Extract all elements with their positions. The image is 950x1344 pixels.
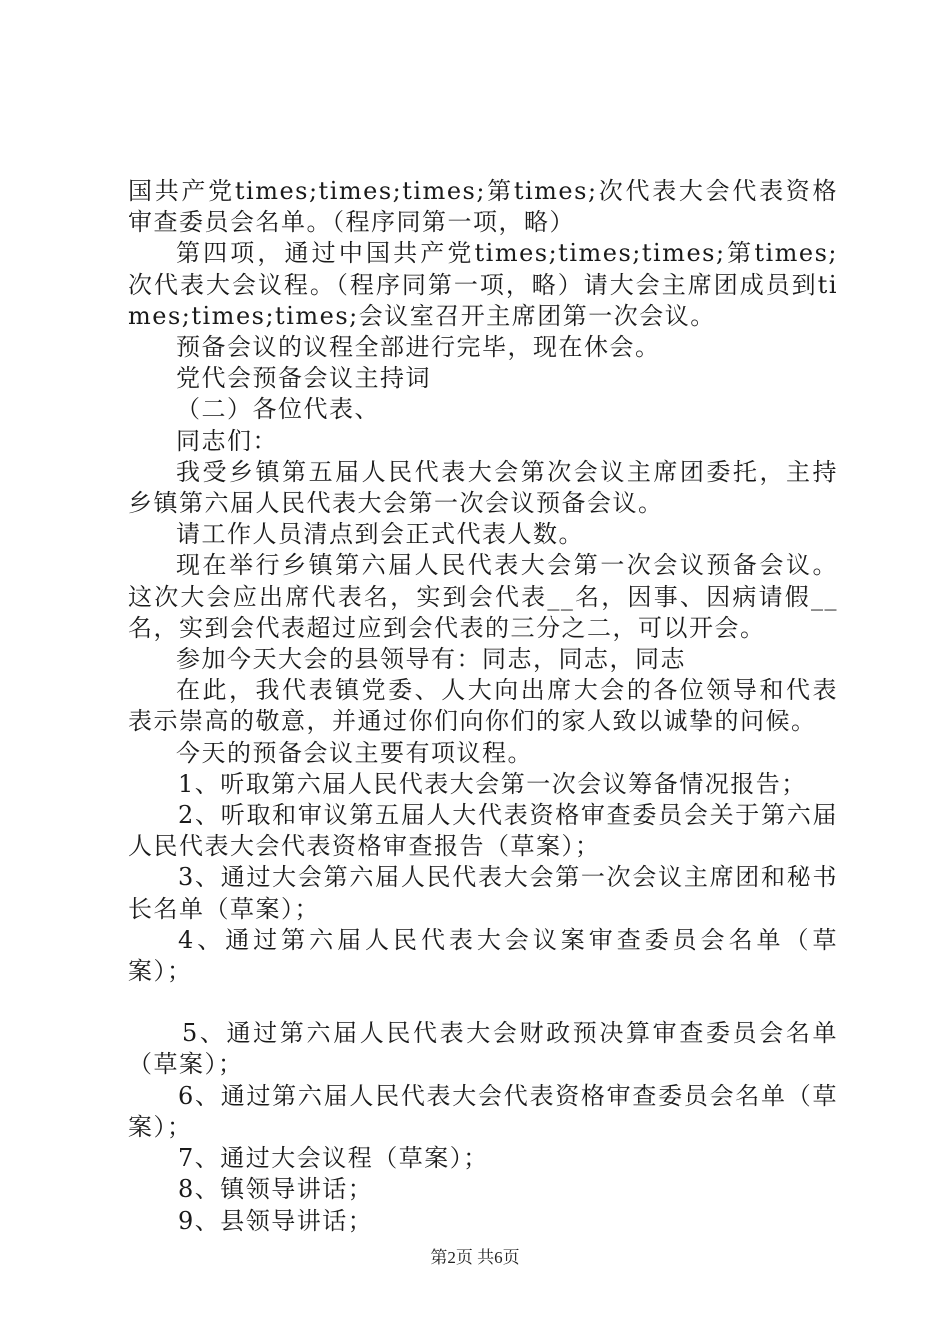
list-item-1: 1、听取第六届人民代表大会第一次会议筹备情况报告；: [178, 769, 807, 798]
page-footer: [0, 1243, 950, 1268]
paragraph-12: 今天的预备会议主要有项议程。: [176, 738, 533, 767]
paragraph-10: 参加今天大会的县领导有：同志，同志，同志: [176, 645, 686, 674]
list-item-7: 7、通过大会议程（草案）；: [178, 1144, 489, 1173]
list-item-6: 6、通过第六届人民代表大会代表资格审查委员会名单（草案）；: [128, 1081, 838, 1141]
paragraph-3: 预备会议的议程全部进行完毕，现在休会。: [176, 333, 661, 362]
paragraph-9: 现在举行乡镇第六届人民代表大会第一次会议预备会议。这次大会应出席代表名，实到会代表__名，因事、因病请假__名，实到会代表超过应到会代表的三分之二，可以开会。: [128, 551, 838, 642]
list-item-3: 3、通过大会第六届人民代表大会第一次会议主席团和秘书长名单（草案）；: [128, 863, 838, 923]
paragraph-11: 在此，我代表镇党委、人大向出席大会的各位领导和代表表示崇高的敬意，并通过你们向你们的家人致以诚挚的问候。: [128, 676, 838, 736]
list-item-5: 5、通过第六届人民代表大会财政预决算审查委员会名单（草案）；: [128, 1019, 838, 1079]
page-number-label: 第2页 共6页: [430, 1248, 520, 1267]
paragraph-8: 请工作人员清点到会正式代表人数。: [176, 520, 584, 549]
paragraph-1: 国共产党times;times;times;第times;次代表大会代表资格审查委员会名单。（程序同第一项，略）: [128, 177, 838, 237]
paragraph-2: 第四项，通过中国共产党times;times;times;第times;次代表大会议程。（程序同第一项，略）请大会主席团成员到times;times;times;会议室召开主席团第一次会议。: [128, 239, 838, 330]
list-item-2: 2、听取和审议第五届人大代表资格审查委员会关于第六届人民代表大会代表资格审查报告（草案）；: [128, 801, 838, 861]
list-item-8: 8、镇领导讲话；: [178, 1175, 374, 1204]
blank-line: [128, 987, 838, 1018]
paragraph-4: 党代会预备会议主持词: [176, 364, 431, 393]
paragraph-5: （二）各位代表、: [176, 395, 380, 424]
list-item-9: 9、县领导讲话；: [178, 1206, 374, 1235]
list-item-4: 4、通过第六届人民代表大会议案审查委员会名单（草案）；: [128, 925, 838, 986]
paragraph-6: 同志们：: [176, 426, 278, 455]
document-body: [128, 176, 838, 1237]
paragraph-7: 我受乡镇第五届人民代表大会第次会议主席团委托，主持乡镇第六届人民代表大会第一次会议预备会议。: [128, 457, 838, 518]
